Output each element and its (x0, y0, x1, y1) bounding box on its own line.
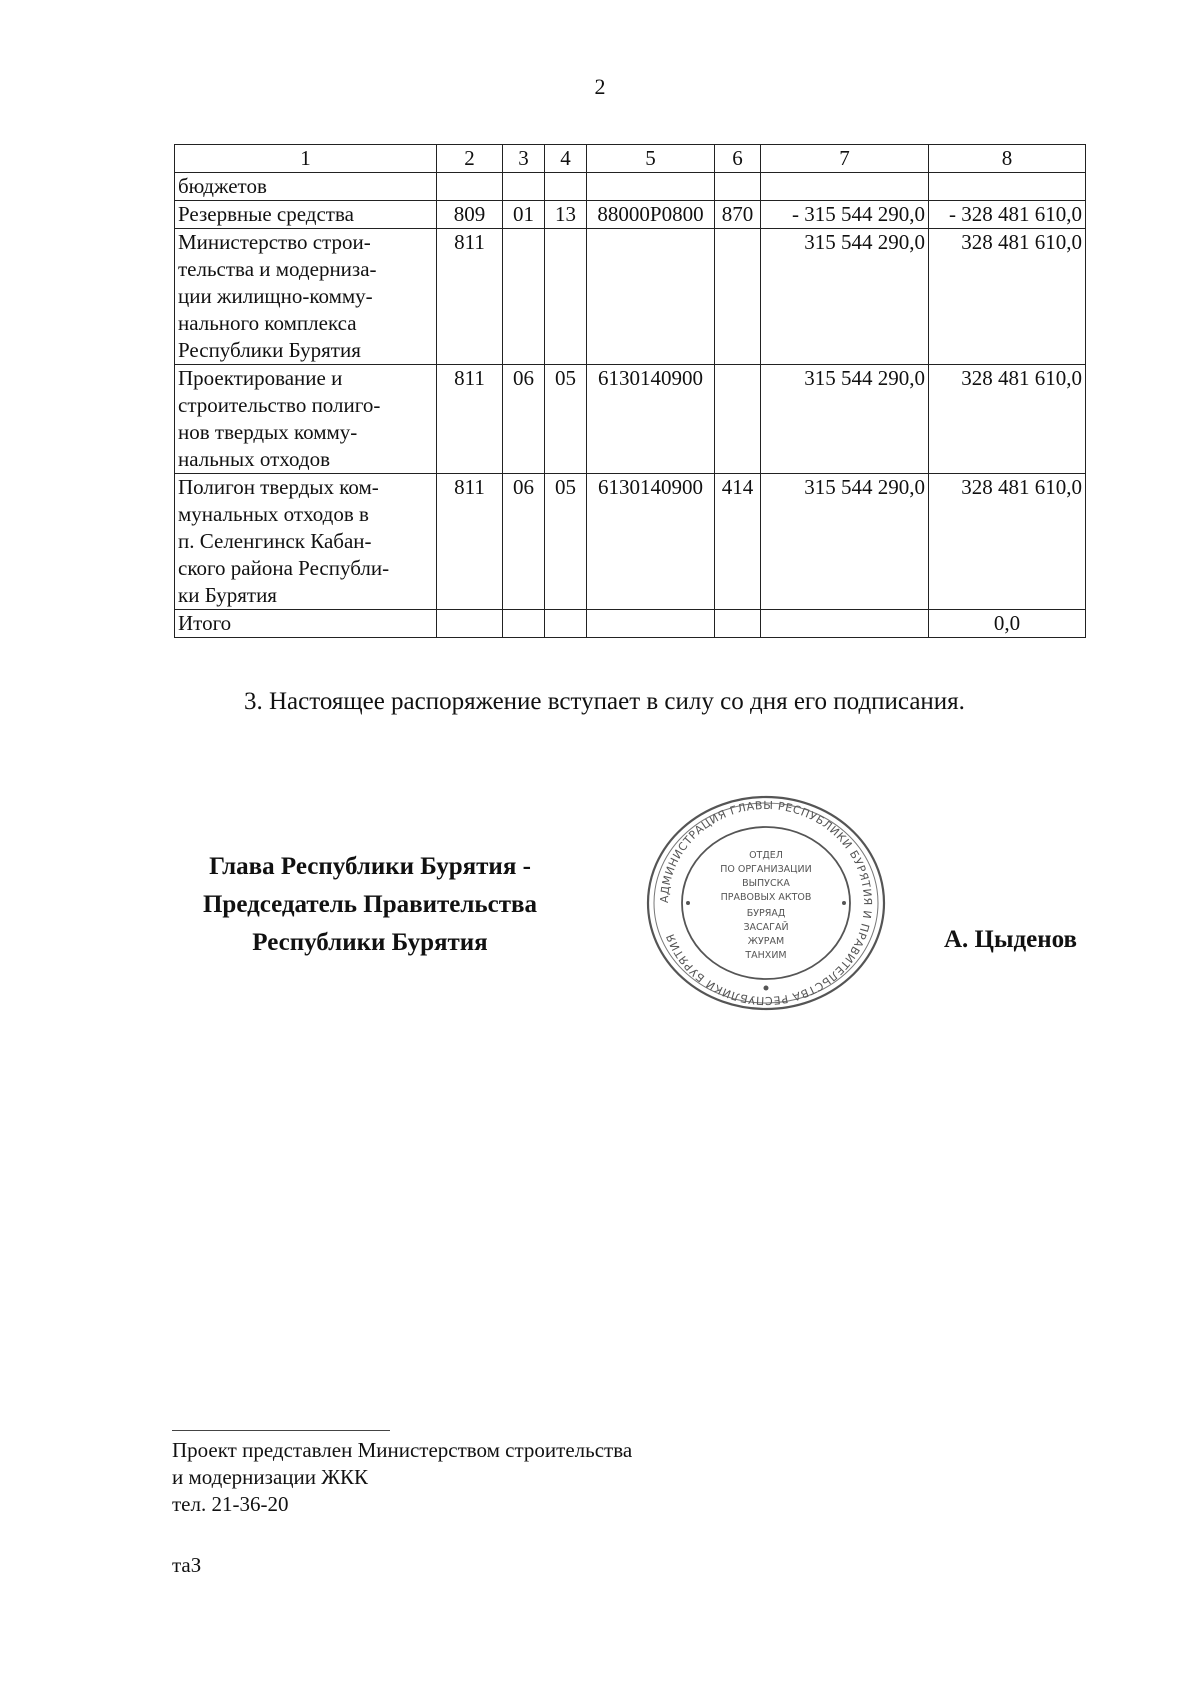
column-header: 5 (587, 145, 715, 173)
table-row (175, 229, 1086, 365)
column-header: 6 (715, 145, 761, 173)
table-cell: 05 (545, 474, 587, 610)
executor-initials: таЗ (172, 1553, 202, 1577)
table-cell: 809 (437, 201, 503, 229)
table-cell: 414 (715, 474, 761, 610)
row-label-cell: Итого (175, 610, 437, 638)
table-cell: 328 481 610,0 (929, 229, 1086, 365)
table-header-row (175, 145, 1086, 173)
official-stamp (644, 792, 888, 1014)
table-cell (587, 610, 715, 638)
table-cell: 811 (437, 474, 503, 610)
table-row (175, 201, 1086, 229)
table-cell: 01 (503, 201, 545, 229)
row-label-cell: Полигон твердых ком- мунальных отходов в п. Селенгинск Кабан- ского района Республи- ки Бурятия (175, 474, 437, 610)
row-label-cell: Проектирование и строительство полиго- нов твердых комму- нальных отходов (175, 365, 437, 474)
table-cell: - 315 544 290,0 (761, 201, 929, 229)
footnote (172, 1437, 632, 1518)
stamp-line: ПРАВОВЫХ АКТОВ (720, 892, 812, 903)
table-cell: 811 (437, 365, 503, 474)
signer-title-line: Председатель Правительства (202, 891, 538, 918)
table-cell (437, 173, 503, 201)
table-cell: 811 (437, 229, 503, 365)
footnote-line: и модернизации ЖКК (172, 1465, 369, 1489)
table-cell (503, 229, 545, 365)
row-label-cell: Резервные средства (175, 201, 437, 229)
table-cell (715, 610, 761, 638)
table-cell (715, 173, 761, 201)
stamp-line: БУРЯАД (746, 908, 786, 919)
column-header: 3 (503, 145, 545, 173)
column-header: 4 (545, 145, 587, 173)
table-row (175, 365, 1086, 474)
table-cell: 315 544 290,0 (761, 229, 929, 365)
table-cell (929, 173, 1086, 201)
footnote-line: Проект представлен Министерством строительства (172, 1438, 633, 1462)
table-cell (503, 610, 545, 638)
stamp-line: ЗАСАГАЙ (743, 922, 789, 933)
table-cell (503, 173, 545, 201)
table-cell: - 328 481 610,0 (929, 201, 1086, 229)
table-cell (761, 173, 929, 201)
table-cell (545, 229, 587, 365)
column-header: 2 (437, 145, 503, 173)
table-cell (437, 610, 503, 638)
table-cell (587, 229, 715, 365)
table-cell: 6130140900 (587, 474, 715, 610)
stamp-ring-text: АДМИНИСТРАЦИЯ ГЛАВЫ РЕСПУБЛИКИ БУРЯТИЯ И ПРАВИТЕЛЬСТВА РЕСПУБЛИКИ БУРЯТИЯ (657, 798, 875, 1008)
stamp-line: ОТДЕЛ (749, 850, 783, 861)
table-row (175, 474, 1086, 610)
table-cell: 315 544 290,0 (761, 365, 929, 474)
table-cell (761, 610, 929, 638)
stamp-line: ПО ОРГАНИЗАЦИИ (720, 864, 812, 875)
table-row (175, 173, 1086, 201)
table-cell: 315 544 290,0 (761, 474, 929, 610)
table-cell: 6130140900 (587, 365, 715, 474)
table-cell (545, 173, 587, 201)
table-row (175, 610, 1086, 638)
column-header: 8 (929, 145, 1086, 173)
row-label-cell: Министерство строи- тельства и модерниза- ции жилищно-комму- нального комплекса Республики Бурятия (175, 229, 437, 365)
table-cell: 05 (545, 365, 587, 474)
table-cell: 328 481 610,0 (929, 365, 1086, 474)
stamp-line: ВЫПУСКА (742, 878, 790, 889)
table-cell (587, 173, 715, 201)
table-cell (545, 610, 587, 638)
clause-3: 3. Настоящее распоряжение вступает в силу со дня его подписания. (244, 688, 965, 715)
table-cell: 13 (545, 201, 587, 229)
table-cell (715, 365, 761, 474)
stamp-line: ТАНХИМ (745, 950, 787, 961)
footnote-line: тел. 21-36-20 (172, 1492, 289, 1516)
table-cell: 328 481 610,0 (929, 474, 1086, 610)
column-header: 7 (761, 145, 929, 173)
footnote-divider (172, 1430, 390, 1431)
budget-table (174, 144, 1086, 638)
table-cell: 870 (715, 201, 761, 229)
signer-name: А. Цыденов (944, 926, 1078, 953)
table-cell: 0,0 (929, 610, 1086, 638)
signer-title (170, 848, 570, 962)
signer-title-line: Глава Республики Бурятия - (209, 853, 531, 880)
page-number: 2 (594, 74, 606, 99)
stamp-line: ЖУРАМ (747, 936, 785, 947)
table-cell: 06 (503, 474, 545, 610)
row-label-cell: бюджетов (175, 173, 437, 201)
table-cell: 88000Р0800 (587, 201, 715, 229)
table-cell (715, 229, 761, 365)
signer-title-line: Республики Бурятия (252, 929, 488, 956)
column-header: 1 (175, 145, 437, 173)
table-cell: 06 (503, 365, 545, 474)
